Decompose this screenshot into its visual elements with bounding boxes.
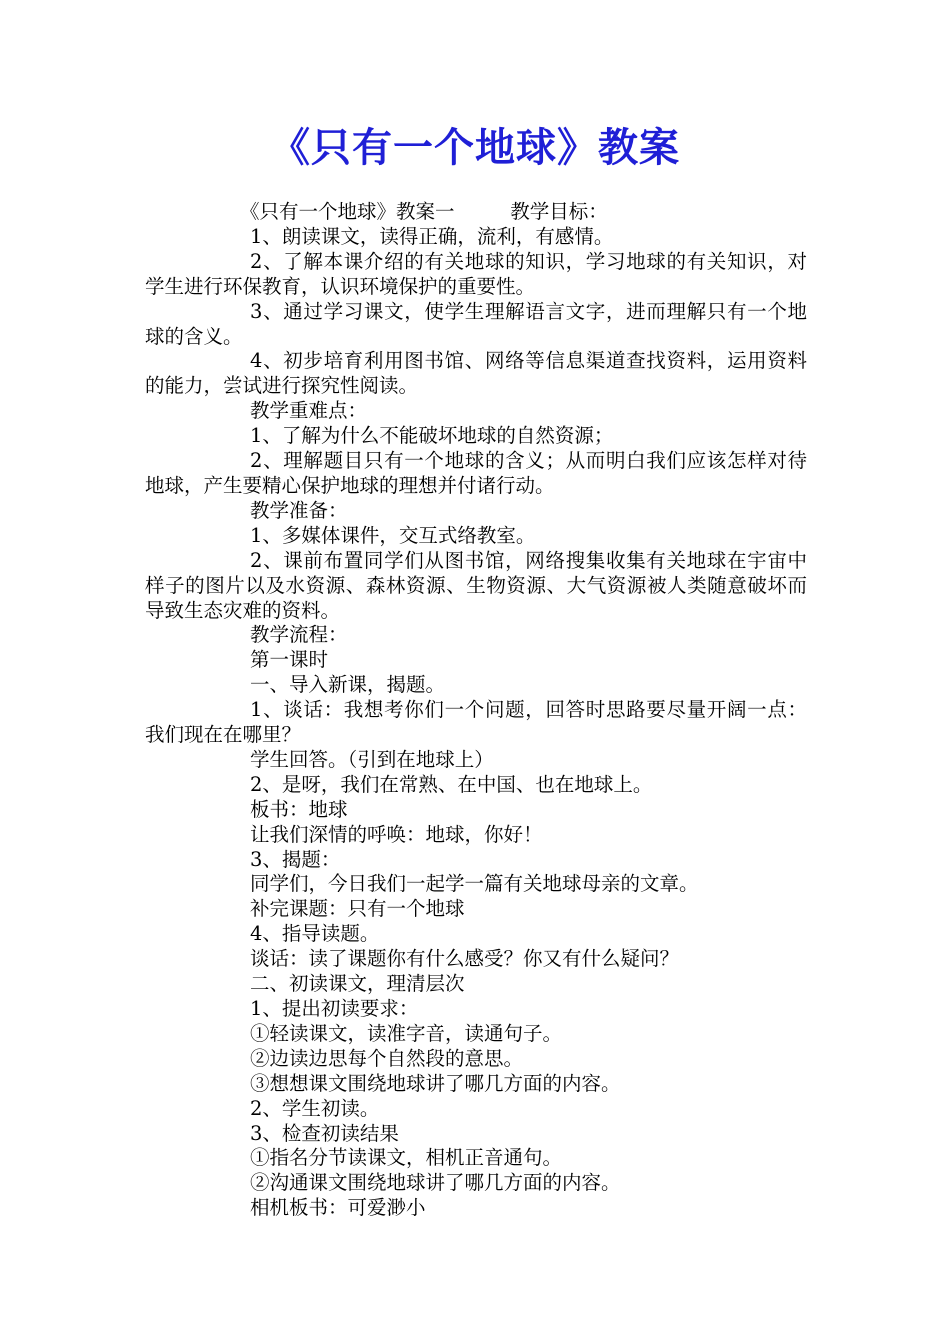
paragraph: 3、检查初读结果 — [250, 1121, 399, 1145]
paragraph: 4、初步培育利用图书馆、网络等信息渠道查找资料，运用资料的能力，尝试进行探究性阅读。 — [145, 349, 807, 398]
paragraph: 第一课时 — [250, 648, 329, 672]
paragraph: 1、朗读课文，读得正确，流利，有感情。 — [250, 224, 614, 248]
paragraph: 2、学生初读。 — [250, 1096, 380, 1120]
paragraph: 谈话：读了课题你有什么感受？你又有什么疑问？ — [250, 947, 680, 971]
paragraph: ①轻读课文，读准字音，读通句子。 — [250, 1021, 563, 1045]
paragraph: 同学们，今日我们一起学一篇有关地球母亲的文章。 — [250, 872, 699, 896]
paragraph: 3、揭题： — [250, 847, 341, 871]
paragraph: 2、是呀，我们在常熟、在中国、也在地球上。 — [250, 772, 653, 796]
paragraph: 让我们深情的呼唤：地球，你好！ — [250, 822, 543, 846]
paragraph: 3、通过学习课文，使学生理解语言文字，进而理解只有一个地球的含义。 — [145, 299, 807, 348]
paragraph: 2、理解题目只有一个地球的含义；从而明白我们应该怎样对待地球，产生要精心保护地球的理想并付诸行动。 — [145, 449, 807, 497]
paragraph: ①指名分节读课文，相机正音通句。 — [250, 1146, 563, 1170]
paragraph: ③想想课文围绕地球讲了哪几方面的内容。 — [250, 1071, 621, 1095]
paragraph: 1、了解为什么不能破坏地球的自然资源； — [250, 424, 614, 448]
paragraph: 补完课题：只有一个地球 — [250, 897, 465, 921]
paragraph: 相机板书：可爱渺小 — [250, 1196, 426, 1220]
paragraph: 教学重难点： — [250, 399, 368, 423]
paragraph: 二、初读课文，理清层次 — [250, 972, 465, 996]
paragraph: 教学准备： — [250, 498, 348, 522]
paragraph: 2、了解本课介绍的有关地球的知识，学习地球的有关知识，对学生进行环保教育，认识环境保护的重要性。 — [145, 249, 807, 298]
paragraph: 1、多媒体课件，交互式络教室。 — [250, 523, 536, 547]
paragraph: 一、导入新课，揭题。 — [250, 673, 446, 697]
paragraph: 1、提出初读要求： — [250, 997, 419, 1020]
paragraph: ②沟通课文围绕地球讲了哪几方面的内容。 — [250, 1171, 621, 1195]
document-body — [145, 200, 807, 1221]
paragraph: 2、课前布置同学们从图书馆，网络搜集收集有关地球在宇宙中样子的图片以及水资源、森林资源、生物资源、大气资源被人类随意破坏而导致生态灾难的资料。 — [145, 548, 807, 622]
paragraph: 教学流程： — [250, 623, 348, 647]
document-title: 《只有一个地球》教案 — [270, 125, 680, 171]
paragraph: 《只有一个地球》教案一 教学目标： — [240, 200, 608, 223]
paragraph: ②边读边思每个自然段的意思。 — [250, 1046, 524, 1070]
paragraph: 板书：地球 — [250, 797, 348, 821]
paragraph: 学生回答。（引到在地球上） — [250, 747, 494, 771]
paragraph: 4、指导读题。 — [250, 922, 380, 946]
paragraph: 1、谈话：我想考你们一个问题，回答时思路要尽量开阔一点：我们现在在哪里？ — [145, 698, 807, 747]
